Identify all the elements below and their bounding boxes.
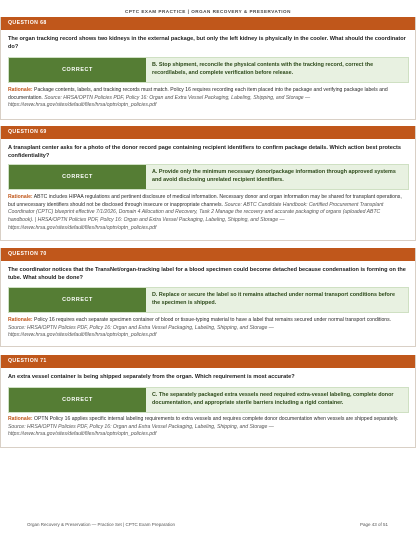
rationale-source: Source: HRSA/OPTN Policies PDF, Policy 16: Organ and Extra Vessel Packaging, Labeling, Shipping, and Storage — https://www.hrsa.gov/sites/default/files/hrsa/optn/optn_policies.pdf <box>8 94 311 109</box>
answer-row <box>8 164 409 190</box>
footer-page-number: Page 43 of 51 <box>359 522 388 527</box>
correct-answer: D. Replace or secure the label so it remains attached under normal transport conditions before the specimen is shipped. <box>152 292 395 306</box>
question-card <box>0 126 416 241</box>
rationale-source: Source: HRSA/OPTN Policies PDF, Policy 16: Organ and Extra Vessel Packaging, Labeling, Shipping, and Storage — https://www.hrsa.gov/sites/default/files/hrsa/optn/optn_policies.pdf <box>8 423 274 438</box>
question-stem: A transplant center asks for a photo of the donor record page containing recipient identifiers to confirm package details. Which action best protects confidentiality? <box>8 145 401 160</box>
question-stem: An extra vessel container is being shipped separately from the organ. Which requirement is most accurate? <box>8 374 295 380</box>
answer-row <box>8 387 409 413</box>
rationale <box>8 194 407 232</box>
correct-badge: CORRECT <box>9 58 146 82</box>
correct-answer: B. Stop shipment, reconcile the physical contents with the tracking record, correct the record/labels, and complete verification before release. <box>152 62 374 76</box>
rationale-label: Rationale: <box>8 416 33 422</box>
question-stem: The coordinator notices that the TransNet/organ-tracking label for a blood specimen could become detached because condensation is forming on the tube. What should be done? <box>8 267 406 282</box>
question-stem: The organ tracking record shows two kidneys in the external package, but only the left kidney is physically in the cooler. What should the coordinator do? <box>8 36 406 51</box>
rationale-source: Source: HRSA/OPTN Policies PDF, Policy 16: Organ and Extra Vessel Packaging, Labeling, Shipping, and Storage — https://www.hrsa.gov/sites/default/files/hrsa/optn/optn_policies.pdf <box>8 324 274 339</box>
footer-document-title: Organ Recovery & Preservation — Practice Set | CPTC Exam Preparation <box>27 522 175 527</box>
rationale-text: Policy 16 requires each separate specimen container of blood or tissue-typing material to have a label that remains secured under normal transport conditions. <box>34 317 392 323</box>
question-card <box>0 355 416 448</box>
question-number: QUESTION 69 <box>1 126 415 139</box>
rationale-label: Rationale: <box>8 194 33 200</box>
correct-badge: CORRECT <box>9 388 146 412</box>
correct-badge: CORRECT <box>9 288 146 312</box>
correct-answer: A. Provide only the minimum necessary donor/package information through approved systems and avoid disclosing unrelated recipient identifiers. <box>152 169 396 183</box>
correct-answer: C. The separately packaged extra vessels need required extra-vessel labeling, complete donor documentation, and appropriate sterile barriers including a rigid container. <box>152 392 394 406</box>
question-number: QUESTION 70 <box>1 248 415 261</box>
question-card <box>0 17 416 120</box>
question-number: QUESTION 71 <box>1 355 415 368</box>
rationale-text: ABTC includes HIPAA regulations and pertinent disclosure of medical information. Necessary donor and organ information may be shared for transplant operations, but unnecessary identifiers should not be disclosed through insecure or inappropriate channels. <box>8 194 402 208</box>
rationale-label: Rationale: <box>8 317 33 323</box>
rationale-source: Source: ABTC Candidate Handbook: Certified Procurement Transplant Coordinator (CPTC) blueprint effective 7/1/2026, Domain 4 Allocation and Recovery, Task 2 Manage the recovery and accurate packaging of organs (uploaded ABTC handbook). | HRSA/OPTN Policies PDF, Policy 16: Organ and Extra Vessel Packaging, Labeling, Shipping, and Storage — https://www.hrsa.gov/sites/default/files/hrsa/optn/optn_policies.pdf <box>8 201 384 231</box>
question-number: QUESTION 68 <box>1 17 415 30</box>
rationale-text: Package contents, labels, and tracking records must match. Policy 16 requires recording each item placed into the package and verifying package labels and documentation. <box>8 87 388 101</box>
rationale-text: OPTN Policy 16 applies specific internal labeling requirements to extra vessels and requires complete donor documentation when vessels are shipped separately. <box>34 416 399 422</box>
answer-row <box>8 287 409 313</box>
rationale <box>8 416 407 439</box>
rationale-label: Rationale: <box>8 87 33 93</box>
correct-badge: CORRECT <box>9 165 146 189</box>
running-header: CPTC EXAM PRACTICE | ORGAN RECOVERY & PRESERVATION <box>125 9 291 14</box>
rationale <box>8 317 407 340</box>
answer-row <box>8 57 409 83</box>
rationale <box>8 87 407 110</box>
question-card <box>0 248 416 347</box>
